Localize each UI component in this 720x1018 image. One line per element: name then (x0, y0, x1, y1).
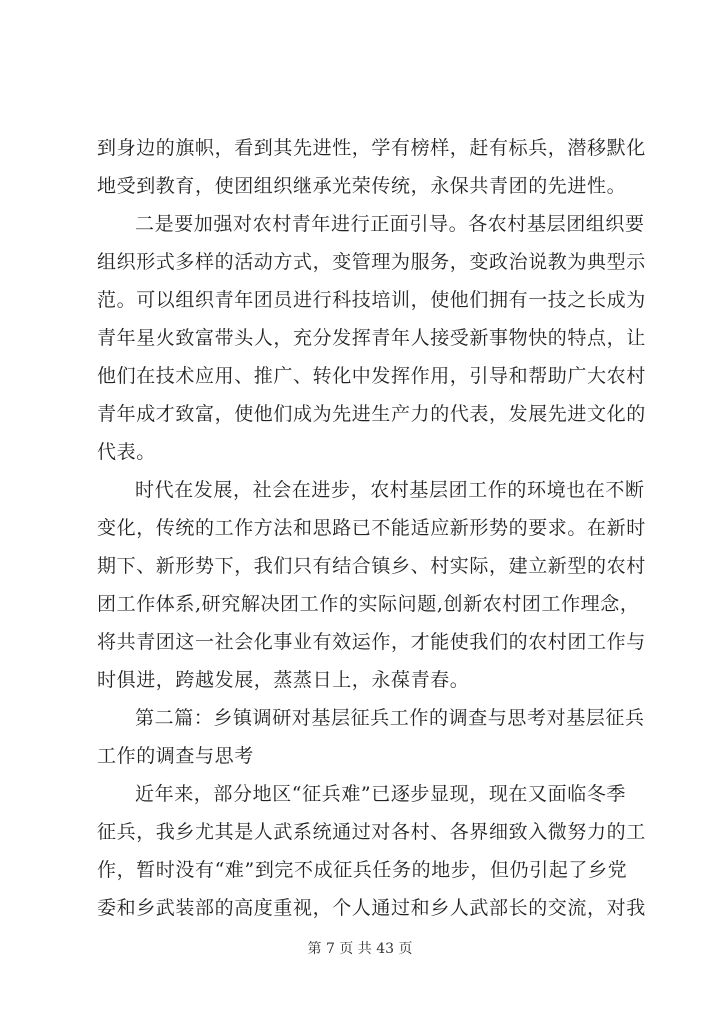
text-line: 将共青团这一社会化事业有效运作，才能使我们的农村团工作与 (97, 631, 646, 653)
text-line: 团工作体系,研究解决团工作的实际问题,创新农村团工作理念， (97, 593, 640, 615)
text-line: 他们在技术应用、推广、转化中发挥作用，引导和帮助广大农村 (97, 365, 646, 387)
text-line: 地受到教育，使团组织继承光荣传统，永保共青团的先进性。 (97, 175, 627, 197)
text-line: 组织形式多样的活动方式，变管理为服务，变政治说教为典型示 (97, 251, 646, 273)
text-line: 青年成才致富，使他们成为先进生产力的代表，发展先进文化的 (97, 403, 646, 425)
text-line: 征兵，我乡尤其是人武系统通过对各村、各界细致入微努力的工 (97, 821, 646, 843)
text-line: 代表。 (97, 441, 156, 463)
text-line: 时代在发展，社会在进步，农村基层团工作的环境也在不断 (135, 479, 645, 501)
text-line: 近年来，部分地区“征兵难”已逐步显现，现在又面临冬季 (135, 783, 627, 805)
text-line: 变化，传统的工作方法和思路已不能适应新形势的要求。在新时 (97, 517, 646, 539)
text-line: 范。可以组织青年团员进行科技培训，使他们拥有一技之长成为 (97, 289, 646, 311)
text-line: 二是要加强对农村青年进行正面引导。各农村基层团组织要 (135, 213, 645, 235)
text-line: 期下、新形势下，我们只有结合镇乡、村实际，建立新型的农村 (97, 555, 646, 577)
text-line: 委和乡武装部的高度重视，个人通过和乡人武部长的交流，对我 (97, 897, 646, 919)
text-line: 到身边的旗帜，看到其先进性，学有榜样，赶有标兵，潜移默化 (97, 137, 646, 159)
text-line: 青年星火致富带头人，充分发挥青年人接受新事物快的特点，让 (97, 327, 646, 349)
page-number: 第 7 页 共 43 页 (307, 941, 413, 957)
text-line: 时俱进，跨越发展，蒸蒸日上，永葆青春。 (97, 669, 470, 691)
section-heading: 工作的调查与思考 (97, 745, 254, 767)
text-line: 作，暂时没有“难”到完不成征兵任务的地步，但仍引起了乡党 (97, 859, 628, 881)
section-heading: 第二篇：乡镇调研对基层征兵工作的调查与思考对基层征兵 (135, 707, 645, 729)
